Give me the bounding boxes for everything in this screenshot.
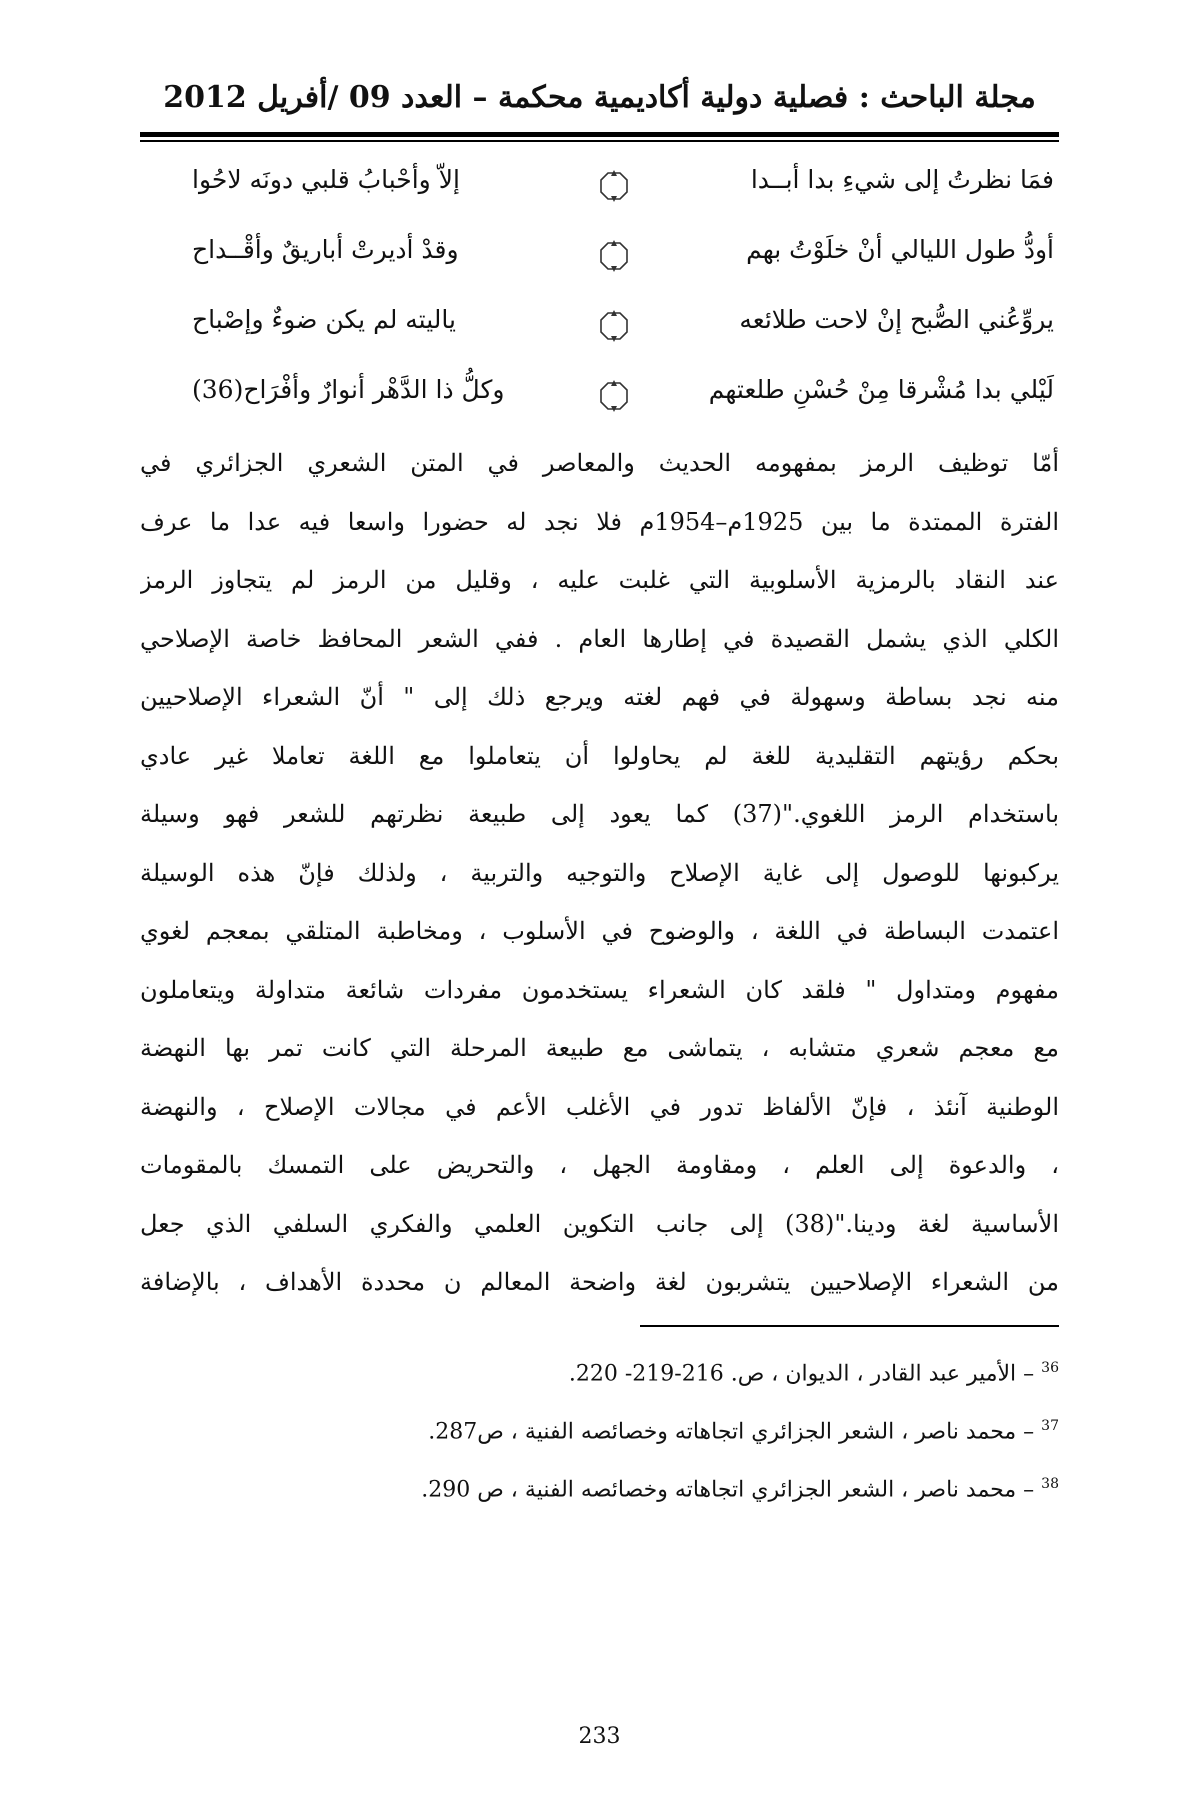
header-thick-rule	[140, 132, 1059, 137]
footnote-item	[140, 1345, 1059, 1403]
paragraph-line: اعتمدت البساطة في اللغة ، والوضوح في الأسلوب ، ومخاطبة المتلقي بمعجم لغوي	[140, 917, 1059, 945]
poem-verse	[140, 290, 1059, 360]
verse-first-hemistich: لَيْلي بدا مُشْرقا مِنْ حُسْنِ طلعتهم	[708, 375, 1054, 404]
footnote-separator-rule	[640, 1325, 1059, 1327]
footnote-item	[140, 1461, 1059, 1519]
poem-verse	[140, 220, 1059, 290]
paragraph-line: ، والدعوة إلى العلم ، ومقاومة الجهل ، والتحريض على التمسك بالمقومات	[140, 1151, 1059, 1179]
journal-header-title: مجلة الباحث : فصلية دولية أكاديمية محكمة – العدد 09 /أفريل 2012	[163, 80, 1036, 115]
verse-second-hemistich: وقدْ أديرتْ أباريقٌ وأقْــداح	[192, 235, 459, 264]
body-paragraph	[140, 434, 1059, 1312]
verse-separator-ornament-icon	[596, 168, 632, 204]
poem-block	[140, 150, 1059, 430]
paragraph-line: مع معجم شعري متشابه ، يتماشى مع طبيعة المرحلة التي كانت تمر بها النهضة	[140, 1034, 1059, 1062]
paragraph-line: الكلي الذي يشمل القصيدة في إطارها العام . ففي الشعر المحافظ خاصة الإصلاحي	[140, 624, 1059, 653]
verse-second-hemistich: وكلُّ ذا الدَّهْر أنوارٌ وأفْرَاح(36)	[192, 375, 505, 404]
footnote-text: – الأمير عبد القادر ، الديوان ، ص. 216-219- 220.	[568, 1361, 1035, 1387]
paragraph-line: أمّا توظيف الرمز بمفهومه الحديث والمعاصر في المتن الشعري الجزائري في	[140, 449, 1059, 477]
paragraph-line: عند النقاد بالرمزية الأسلوبية التي غلبت عليه ، وقليل من الرمز لم يتجاوز الرمز	[140, 566, 1059, 594]
header-thin-rule	[140, 140, 1059, 142]
paragraph-line: الفترة الممتدة ما بين 1925م–1954م فلا نجد له حضورا واسعا فيه عدا ما عرف	[140, 507, 1059, 536]
footnote-text: – محمد ناصر ، الشعر الجزائري اتجاهاته وخصائصه الفنية ، ص 290.	[421, 1477, 1035, 1503]
paragraph-line: الوطنية آنئذ ، فإنّ الألفاظ تدور في الأغلب الأعم في مجالات الإصلاح ، والنهضة	[140, 1092, 1059, 1121]
verse-first-hemistich: أودُّ طول الليالي أنْ خلَوْتُ بهم	[746, 235, 1054, 264]
footnote-number: 38	[1041, 1476, 1059, 1492]
paragraph-line: باستخدام الرمز اللغوي."(37) كما يعود إلى طبيعة نظرتهم للشعر فهو وسيلة	[140, 800, 1059, 828]
paragraph-line: مفهوم ومتداول " فلقد كان الشعراء يستخدمون مفردات شائعة متداولة ويتعاملون	[140, 975, 1059, 1004]
verse-second-hemistich: ياليته لم يكن ضوءٌ وإصْباح	[192, 305, 456, 334]
poem-verse	[140, 150, 1059, 220]
footnotes	[140, 1345, 1059, 1519]
verse-second-hemistich: إلاّ وأحْبابُ قلبي دونَه لاحُوا	[192, 165, 460, 194]
footnote-number: 36	[1041, 1360, 1059, 1376]
footnote-text: – محمد ناصر ، الشعر الجزائري اتجاهاته وخصائصه الفنية ، ص287.	[428, 1419, 1035, 1445]
footnote-number: 37	[1041, 1418, 1059, 1434]
verse-separator-ornament-icon	[596, 238, 632, 274]
verse-first-hemistich: يروِّعُني الصُّبح إنْ لاحت طلائعه	[739, 305, 1054, 334]
verse-separator-ornament-icon	[596, 308, 632, 344]
paragraph-line: الأساسية لغة ودينا."(38) إلى جانب التكوين العلمي والفكري السلفي الذي جعل	[140, 1209, 1059, 1238]
paragraph-line: منه نجد بساطة وسهولة في فهم لغته ويرجع ذلك إلى " أنّ الشعراء الإصلاحيين	[140, 683, 1059, 711]
verse-first-hemistich: فمَا نظرتُ إلى شيءِ بدا أبــدا	[750, 165, 1054, 194]
footnote-item	[140, 1403, 1059, 1461]
paragraph-line: بحكم رؤيتهم التقليدية للغة لم يحاولوا أن يتعاملوا مع اللغة تعاملا غير عادي	[140, 741, 1059, 770]
verse-separator-ornament-icon	[596, 378, 632, 414]
poem-verse	[140, 360, 1059, 430]
paragraph-line: من الشعراء الإصلاحيين يتشربون لغة واضحة المعالم ن محددة الأهداف ، بالإضافة	[140, 1268, 1059, 1296]
page-number: 233	[578, 1724, 621, 1749]
paragraph-line: يركبونها للوصول إلى غاية الإصلاح والتوجيه والتربية ، ولذلك فإنّ هذه الوسيلة	[140, 858, 1059, 887]
